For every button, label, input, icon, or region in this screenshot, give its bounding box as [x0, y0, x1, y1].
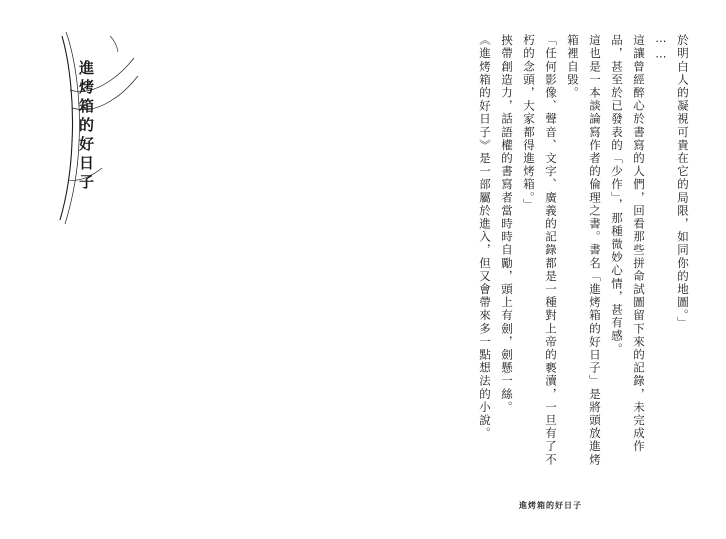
title-decoration-block [48, 30, 138, 230]
body-text-columns [468, 34, 690, 467]
text-column: 《進烤箱的好日子》是一部屬於進入，但又會帶來多一點想法的小說。 [478, 34, 492, 441]
footer-running-title: 進烤箱的好日子 [519, 501, 582, 510]
text-column: 朽的念頭，大家都得進烤箱。」 [522, 34, 536, 212]
text-column: 「任何影像、聲音、文字、廣義的記錄都是一種對上帝的褻瀆，一旦有了不 [544, 34, 558, 467]
text-column: 箱裡自毀。 [566, 34, 580, 100]
text-column: 這也是一本談論寫作者的倫理之書。書名「進烤箱的好日子」是將頭放進烤 [588, 34, 602, 467]
text-column: ⋯⋯ [654, 34, 668, 66]
text-column: 挾帶創造力，話語權的書寫者當時時自勵，頭上有劍，劍懸一絲。 [500, 34, 514, 414]
text-column: 這讓曾經醉心於書寫的人們，回看那些拼命試圖留下來的記錄，未完成作 [632, 34, 646, 454]
text-column: 於明白人的凝視可貴在它的局限，如同你的地圖。」 [676, 34, 690, 330]
page-title: 進烤箱的好日子 [77, 60, 95, 193]
text-column: 品，甚至於已發表的「少作」，那種微妙心情，甚有感。 [610, 34, 624, 356]
brush-stroke-icon [48, 30, 158, 230]
